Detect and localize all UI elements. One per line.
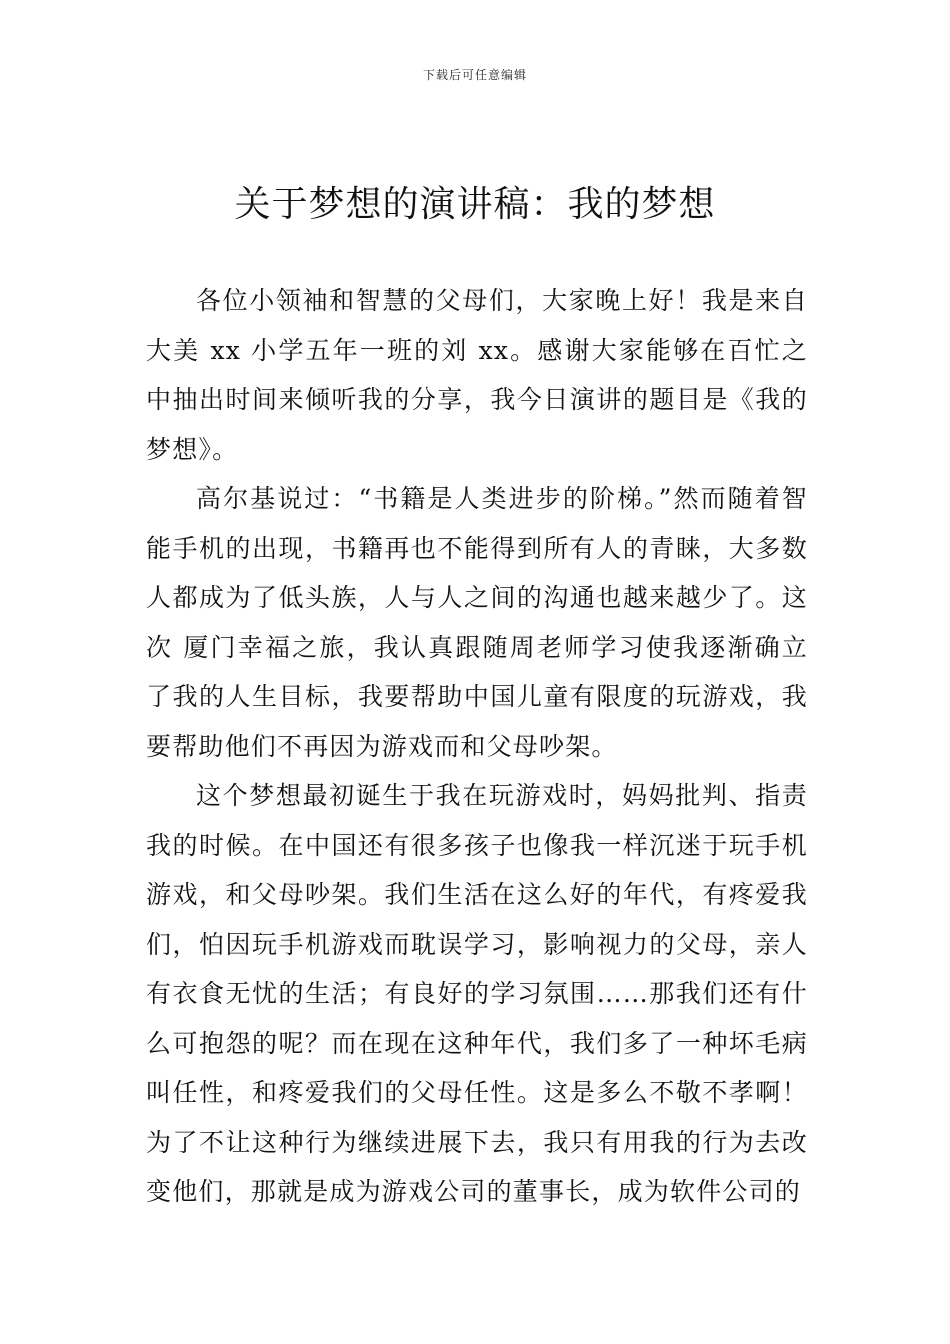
paragraph-greeting: 各位小领袖和智慧的父母们，大家晚上好！我是来自大美 xx 小学五年一班的刘 xx。感谢大家能够在百忙之中抽出时间来倾听我的分享，我今日演讲的题目是《我的梦想》。 [146, 286, 808, 464]
header-note: 下载后可任意编辑 [422, 68, 527, 82]
page-title: 关于梦想的演讲稿：我的梦想 [234, 184, 716, 225]
paragraph-dream-origin: 这个梦想最初诞生于我在玩游戏时，妈妈批判、指责我的时候。在中国还有很多孩子也像我一样沉迷于玩手机游戏，和父母吵架。我们生活在这么好的年代，有疼爱我们，怕因玩手机游戏而耽误学习，影响视力的父母，亲人有衣食无忧的生活；有良好的学习氛围……那我们还有什么可抱怨的呢？而在现在这种年代，我们多了一种坏毛病叫任性，和疼爱我们的父母任性。这是多么不敬不孝啊！为了不让这种行为继续进展下去，我只有用我的行为去改变他们，那就是成为游戏公司的董事长，成为软件公司的 [146, 781, 808, 1206]
paragraph-quote: 高尔基说过：“书籍是人类进步的阶梯。”然而随着智能手机的出现，书籍再也不能得到所有人的青睐，大多数人都成为了低头族，人与人之间的沟通也越来越少了。这次 厦门幸福之旅，我认真跟随周老师学习使我逐渐确立了我的人生目标，我要帮助中国儿童有限度的玩游戏，我要帮助他们不再因为游戏而和父母吵架。 [146, 484, 808, 761]
document-body [146, 276, 808, 1217]
